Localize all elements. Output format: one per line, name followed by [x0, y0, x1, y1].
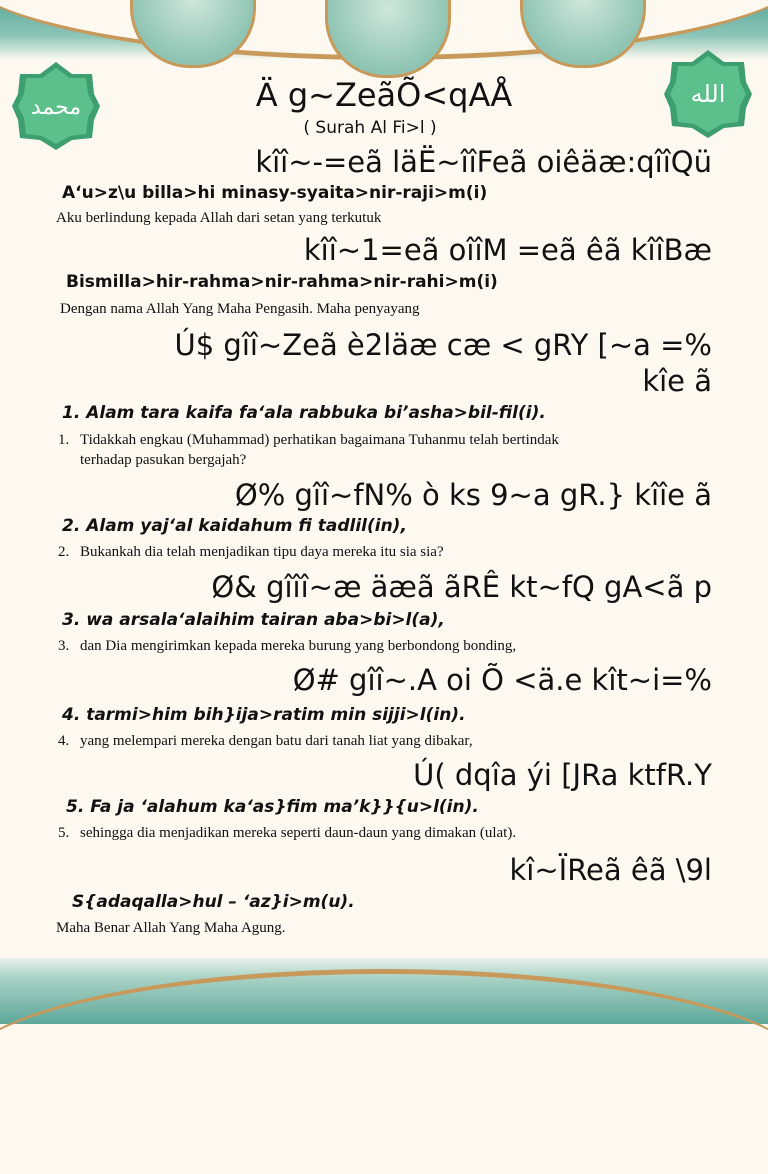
- arabic-verse: Ø# gîî~.A oi Õ <ä.e kît~i=%: [292, 663, 712, 697]
- translation: Dengan nama Allah Yang Maha Pengasih. Maha penyayang: [60, 301, 420, 317]
- badge-left-text: محمد: [30, 95, 82, 120]
- translation: [58, 636, 516, 656]
- arabic-verse: Ú( dqîa ýi [JRa ktfR.Y: [413, 758, 712, 792]
- transliteration: 1. Alam tara kaifa fa‘ala rabbuka bi’asha>bil-fil(i).: [62, 403, 546, 423]
- transliteration: 4. tarmi>him bih}ija>ratim min sijji>l(in).: [62, 705, 466, 725]
- translation-text: dan Dia mengirimkan kepada mereka burung yang berbondong bonding,: [80, 638, 517, 654]
- arabic-verse: Ú$ gîî~Zeã è2läæ cæ < gRY [~a =%: [174, 328, 712, 362]
- translation: [58, 823, 516, 843]
- transliteration: 5. Fa ja ‘alahum ka‘as}fim ma’k}}{u>l(in).: [66, 797, 479, 817]
- transliteration: Bismilla>hir-rahma>nir-rahma>nir-rahi>m(i): [66, 272, 498, 292]
- arabic-verse: kî~ÏReã êã \9l: [509, 853, 712, 887]
- arabic-verse: kîî~-=eã läË~îîFeã oiêäæ:qîîQü: [255, 145, 712, 179]
- verse-number: 1.: [58, 432, 70, 448]
- transliteration: 3. wa arsala‘alaihim tairan aba>bi>l(a),: [62, 610, 445, 630]
- arabic-verse: Ø& gîîî~æ äæã ãRÊ kt~fQ gA<ã p: [211, 570, 712, 604]
- translation-text: Tidakkah engkau (Muhammad) perhatikan bagaimana Tuhanmu telah bertindak: [80, 432, 559, 448]
- transliteration: S{adaqalla>hul – ‘az}i>m(u).: [72, 892, 355, 912]
- translation-text-continuation: terhadap pasukan bergajah?: [80, 452, 247, 468]
- translation: Aku berlindung kepada Allah dari setan yang terkutuk: [56, 210, 382, 226]
- arch-ornament: [325, 0, 451, 78]
- translation: [58, 430, 559, 470]
- transliteration: 2. Alam yaj‘al kaidahum fi tadlil(in),: [62, 516, 407, 536]
- badge-right-text: الله: [690, 80, 726, 108]
- verse-number: 5.: [58, 825, 70, 841]
- verse-number: 2.: [58, 544, 70, 560]
- translation-text: Bukankah dia telah menjadikan tipu daya mereka itu sia sia?: [80, 544, 444, 560]
- arabic-verse: kîî~1=eã oîîM =eã êã kîîBæ: [303, 233, 712, 267]
- translation: [58, 542, 444, 562]
- translation-text: sehingga dia menjadikan mereka seperti daun-daun yang dimakan (ulat).: [80, 825, 517, 841]
- page-title: Ä g~ZeãÕ<qAÅ: [255, 76, 513, 114]
- translation-text: yang melempari mereka dengan batu dari tanah liat yang dibakar,: [80, 733, 473, 749]
- verse-number: 4.: [58, 733, 70, 749]
- transliteration: A‘u>z\u billa>hi minasy-syaita>nir-raji>m(i): [62, 183, 488, 203]
- translation: [58, 731, 473, 751]
- arabic-verse-continuation: kîe ã: [642, 364, 712, 398]
- arabic-verse: Ø% gîî~fN% ò ks 9~a gR.} kîîe ã: [234, 478, 712, 512]
- bottom-gold-curve: [0, 969, 768, 1174]
- verse-number: 3.: [58, 638, 70, 654]
- translation: Maha Benar Allah Yang Maha Agung.: [56, 920, 286, 936]
- page-subtitle: ( Surah Al Fi>l ): [303, 118, 437, 138]
